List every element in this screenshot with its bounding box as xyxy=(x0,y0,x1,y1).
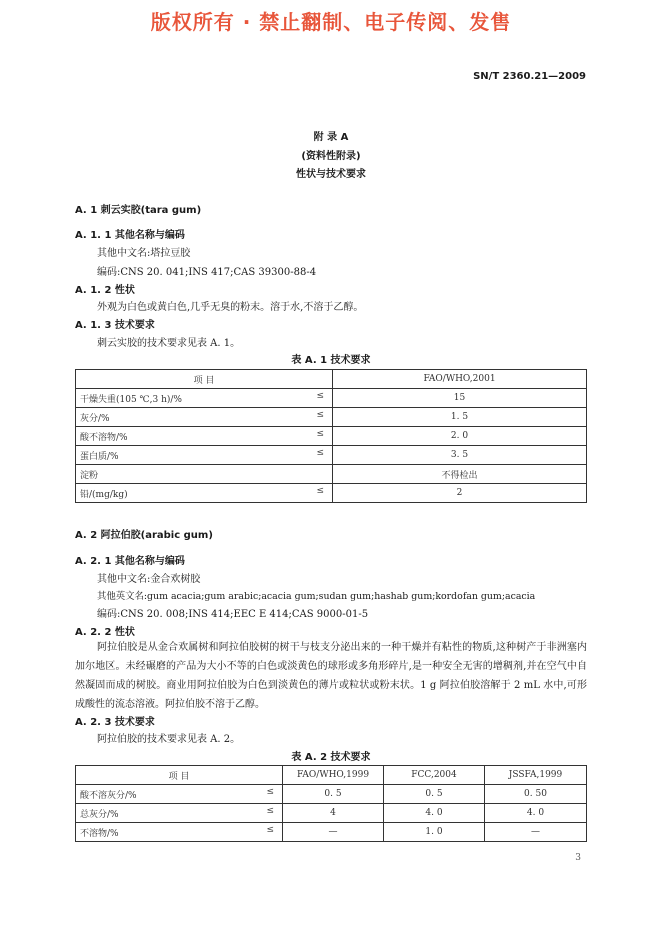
table-cell-value: — xyxy=(283,823,384,842)
table-cell-value: — xyxy=(485,823,587,842)
table-header-cell: 项 目 xyxy=(76,766,283,785)
table-cell-value: 3. 5 xyxy=(333,446,587,465)
item-label: 酸不溶物/% xyxy=(80,432,128,443)
table-cell-value: 4. 0 xyxy=(384,804,485,823)
le-symbol: ≤ xyxy=(266,787,274,797)
table-cell-value: 2 xyxy=(333,484,587,503)
table-cell-item xyxy=(76,446,333,465)
a1-other-chinese-name: 其他中文名:塔拉豆胶 xyxy=(97,248,191,259)
a2-other-chinese-name: 其他中文名:金合欢树胶 xyxy=(97,574,201,585)
a1-codes: 编码:CNS 20. 041;INS 417;CAS 39300-88-4 xyxy=(97,267,317,278)
table-row xyxy=(76,408,587,427)
table-cell-item xyxy=(76,427,333,446)
table-cell-value: 不得检出 xyxy=(333,465,587,484)
le-symbol: ≤ xyxy=(316,410,324,420)
table-cell-item xyxy=(76,785,283,804)
table-cell-value: 0. 5 xyxy=(283,785,384,804)
section-a2-2-title: A. 2. 2 性状 xyxy=(75,627,135,638)
table-row xyxy=(76,484,587,503)
table-cell-value: 0. 50 xyxy=(485,785,587,804)
table-cell-item xyxy=(76,804,283,823)
a2-other-english-names: 其他英文名:gum acacia;gum arabic;acacia gum;sudan gum;hashab gum;kordofan gum;acacia xyxy=(97,591,536,602)
section-a2-1-title: A. 2. 1 其他名称与编码 xyxy=(75,556,185,567)
section-a1-title: A. 1 刺云实胶(tara gum) xyxy=(75,205,202,216)
table-cell-value: 1. 0 xyxy=(384,823,485,842)
section-a2-title: A. 2 阿拉伯胶(arabic gum) xyxy=(75,530,213,541)
table-cell-item xyxy=(76,823,283,842)
table-header-cell: FAO/WHO,1999 xyxy=(283,766,384,785)
page-number: 3 xyxy=(575,853,581,863)
item-label: 淀粉 xyxy=(80,470,99,481)
section-a1-1-title: A. 1. 1 其他名称与编码 xyxy=(75,230,185,241)
item-label: 蛋白质/% xyxy=(80,451,119,462)
standard-number: SN/T 2360.21—2009 xyxy=(473,71,586,82)
table-header-cell: 项 目 xyxy=(76,370,333,389)
table-row xyxy=(76,465,587,484)
table-cell-value: 0. 5 xyxy=(384,785,485,804)
table-a1 xyxy=(75,369,587,503)
table-row xyxy=(76,427,587,446)
a2-description-paragraph: 阿拉伯胶是从金合欢属树和阿拉伯胶树的树干与枝支分泌出来的一种干燥并有粘性的物质,这种树产于非洲塞内加尔地区。未经碾磨的产品为大小不等的白色或淡黄色的球形或多角形碎片,是一种安全无害的增稠剂,并在空气中自然凝固而成的树胶。商业用阿拉伯胶为白色到淡黄色的薄片或粒状或粉末状。1 g 阿拉伯胶溶解于 2 mL 水中,可形成酸性的流态溶液。阿拉伯胶不溶于乙醇。 xyxy=(75,642,587,710)
a1-appearance: 外观为白色或黄白色,几乎无臭的粉末。溶于水,不溶于乙醇。 xyxy=(97,302,364,313)
item-label: 铅/(mg/kg) xyxy=(80,489,128,500)
table-a2-title: 表 A. 2 技术要求 xyxy=(291,752,371,763)
item-label: 酸不溶灰分/% xyxy=(80,790,137,801)
table-cell-value: 4. 0 xyxy=(485,804,587,823)
le-symbol: ≤ xyxy=(316,448,324,458)
table-cell-value: 15 xyxy=(333,389,587,408)
item-label: 干燥失重(105 ℃,3 h)/% xyxy=(80,394,182,405)
item-label: 不溶物/% xyxy=(80,828,119,839)
table-header-cell: FAO/WHO,2001 xyxy=(333,370,587,389)
appendix-heading: 性状与技术要求 xyxy=(296,169,366,180)
table-row xyxy=(76,389,587,408)
table-a2 xyxy=(75,765,587,842)
section-a1-3-title: A. 1. 3 技术要求 xyxy=(75,320,155,331)
section-a2-3-title: A. 2. 3 技术要求 xyxy=(75,717,155,728)
table-cell-value: 4 xyxy=(283,804,384,823)
le-symbol: ≤ xyxy=(316,391,324,401)
le-symbol: ≤ xyxy=(266,825,274,835)
copyright-banner: 版权所有 · 禁止翻制、电子传阅、发售 xyxy=(150,10,512,34)
table-cell-item xyxy=(76,408,333,427)
a2-codes: 编码:CNS 20. 008;INS 414;EEC E 414;CAS 9000-01-5 xyxy=(97,609,369,620)
table-a1-title: 表 A. 1 技术要求 xyxy=(291,355,371,366)
le-symbol: ≤ xyxy=(266,806,274,816)
le-symbol: ≤ xyxy=(316,429,324,439)
appendix-title: 附 录 A xyxy=(313,132,349,143)
appendix-subtitle: (资料性附录) xyxy=(301,151,361,162)
item-label: 总灰分/% xyxy=(80,809,119,820)
table-cell-item xyxy=(76,465,333,484)
table-row xyxy=(76,804,587,823)
table-header-row xyxy=(76,370,587,389)
table-cell-value: 2. 0 xyxy=(333,427,587,446)
table-cell-value: 1. 5 xyxy=(333,408,587,427)
table-header-cell: FCC,2004 xyxy=(384,766,485,785)
table-cell-item xyxy=(76,389,333,408)
item-label: 灰分/% xyxy=(80,413,110,424)
table-row xyxy=(76,785,587,804)
table-row xyxy=(76,823,587,842)
table-cell-item xyxy=(76,484,333,503)
table-header-cell: JSSFA,1999 xyxy=(485,766,587,785)
section-a1-2-title: A. 1. 2 性状 xyxy=(75,285,135,296)
a2-requirements-ref: 阿拉伯胶的技术要求见表 A. 2。 xyxy=(97,734,241,745)
a1-requirements-ref: 刺云实胶的技术要求见表 A. 1。 xyxy=(97,338,241,349)
le-symbol: ≤ xyxy=(316,486,324,496)
table-header-row xyxy=(76,766,587,785)
table-row xyxy=(76,446,587,465)
